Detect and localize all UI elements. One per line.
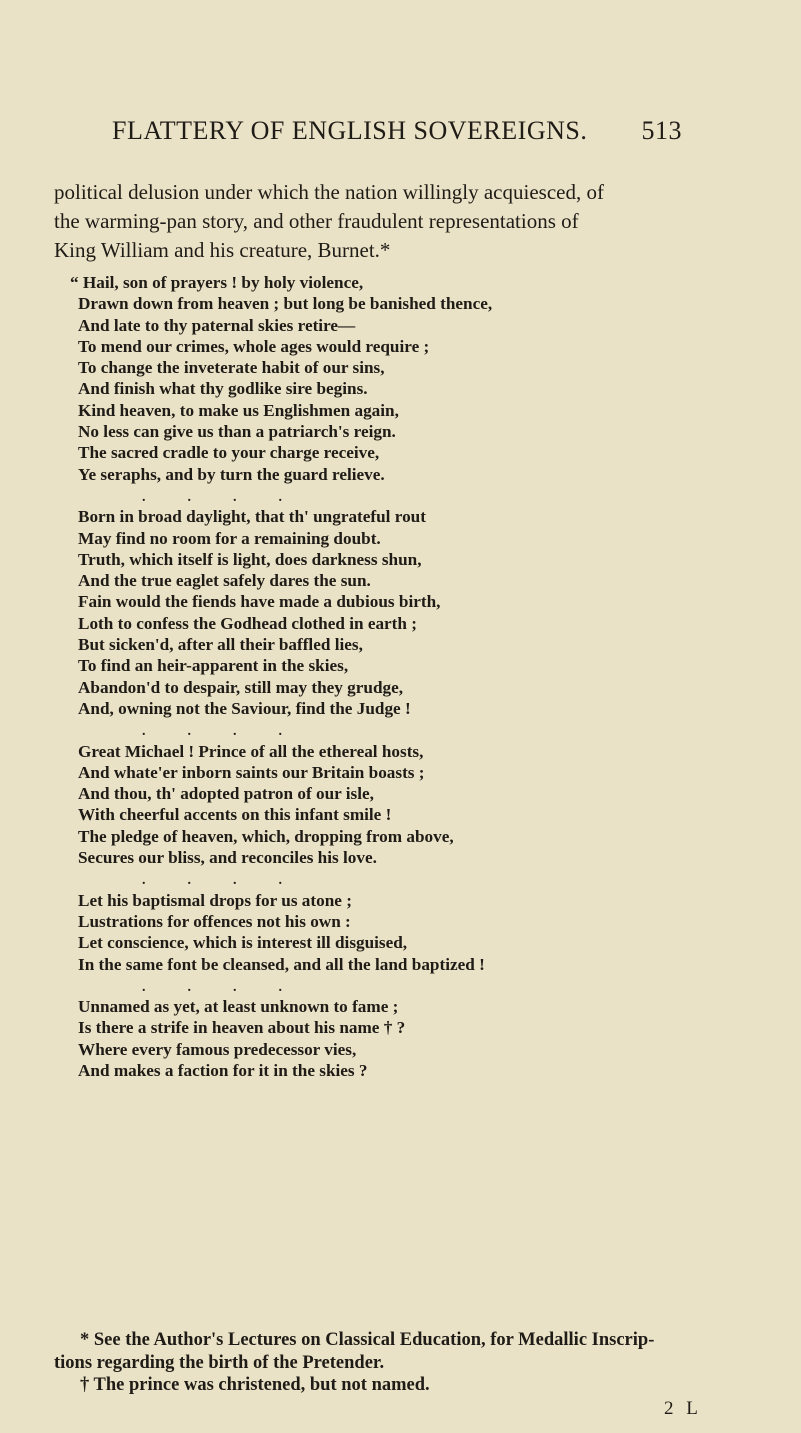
poem-line: Secures our bliss, and reconciles his love.	[78, 848, 377, 868]
poem-line: To change the inveterate habit of our sins,	[78, 358, 385, 378]
poem-line: And, owning not the Saviour, find the Judge !	[78, 698, 411, 718]
poem-line: Great Michael ! Prince of all the ethereal hosts,	[78, 741, 424, 761]
poem-line: And thou, th' adopted patron of our isle,	[78, 784, 374, 804]
poem-line: The pledge of heaven, which, dropping from above,	[78, 826, 454, 846]
prose-line: political delusion under which the nation willingly acquiesced, of	[54, 180, 604, 204]
stanza-3	[78, 741, 718, 869]
poem-line: And whate'er inborn saints our Britain boasts ;	[78, 762, 425, 782]
prose-line: the warming-pan story, and other fraudulent representations of	[54, 209, 579, 233]
stanza-2	[78, 506, 718, 719]
poem-line: Lustrations for offences not his own :	[78, 911, 351, 931]
stanza-5	[78, 996, 718, 1081]
poem-line: And finish what thy godlike sire begins.	[78, 379, 368, 399]
stanza-4	[78, 890, 718, 975]
printer-signature-mark: 2 L	[664, 1398, 702, 1419]
poem-line: Where every famous predecessor vies,	[78, 1039, 357, 1059]
page-number: 513	[641, 116, 682, 145]
poem-line: Unnamed as yet, at least unknown to fame ;	[78, 997, 399, 1017]
stanza-1	[70, 272, 718, 485]
page-header	[112, 116, 682, 156]
poem-line: The sacred cradle to your charge receive,	[78, 443, 380, 463]
prose-line: King William and his creature, Burnet.*	[54, 238, 391, 262]
poem-line: And the true eaglet safely dares the sun.	[78, 571, 371, 591]
stanza-separator: ....	[142, 873, 324, 889]
stanza-separator: ....	[142, 724, 324, 740]
poem-line: “ Hail, son of prayers ! by holy violence,	[70, 273, 364, 292]
poem-line: Ye seraphs, and by turn the guard relieve.	[78, 464, 385, 484]
poem-line: Let conscience, which is interest ill disguised,	[78, 933, 408, 953]
running-title: FLATTERY OF ENGLISH SOVEREIGNS.	[112, 116, 588, 145]
poem	[70, 272, 718, 1081]
poem-line: Loth to confess the Godhead clothed in earth ;	[78, 613, 417, 633]
footnotes	[54, 1329, 744, 1397]
poem-line: In the same font be cleansed, and all the land baptized !	[78, 954, 485, 974]
poem-line: Abandon'd to despair, still may they grudge,	[78, 677, 404, 697]
poem-line: And late to thy paternal skies retire—	[78, 315, 356, 335]
poem-line: Let his baptismal drops for us atone ;	[78, 890, 352, 910]
poem-line: Fain would the fiends have made a dubious birth,	[78, 592, 441, 612]
poem-line: But sicken'd, after all their baffled lies,	[78, 635, 363, 655]
poem-line: Born in broad daylight, that th' ungrateful rout	[78, 507, 426, 527]
poem-line: To mend our crimes, whole ages would require ;	[78, 336, 430, 356]
footnote-1-continued: tions regarding the birth of the Pretender.	[54, 1352, 385, 1373]
poem-line: May find no room for a remaining doubt.	[78, 528, 381, 548]
footnote-1: * See the Author's Lectures on Classical Education, for Medallic Inscrip-	[80, 1330, 655, 1350]
poem-line: Truth, which itself is light, does darkness shun,	[78, 549, 422, 569]
poem-line: Is there a strife in heaven about his name † ?	[78, 1018, 406, 1038]
poem-line: Kind heaven, to make us Englishmen again,	[78, 400, 399, 420]
footnote-2: † The prince was christened, but not named.	[80, 1375, 430, 1395]
poem-line: And makes a faction for it in the skies ?	[78, 1060, 368, 1080]
prose-paragraph	[54, 178, 674, 265]
poem-line: Drawn down from heaven ; but long be banished thence,	[78, 294, 493, 314]
poem-line: No less can give us than a patriarch's reign.	[78, 422, 396, 442]
poem-line: With cheerful accents on this infant smile !	[78, 805, 392, 825]
poem-line: To find an heir-apparent in the skies,	[78, 656, 349, 676]
stanza-separator: ....	[142, 489, 324, 505]
stanza-separator: ....	[142, 979, 324, 995]
